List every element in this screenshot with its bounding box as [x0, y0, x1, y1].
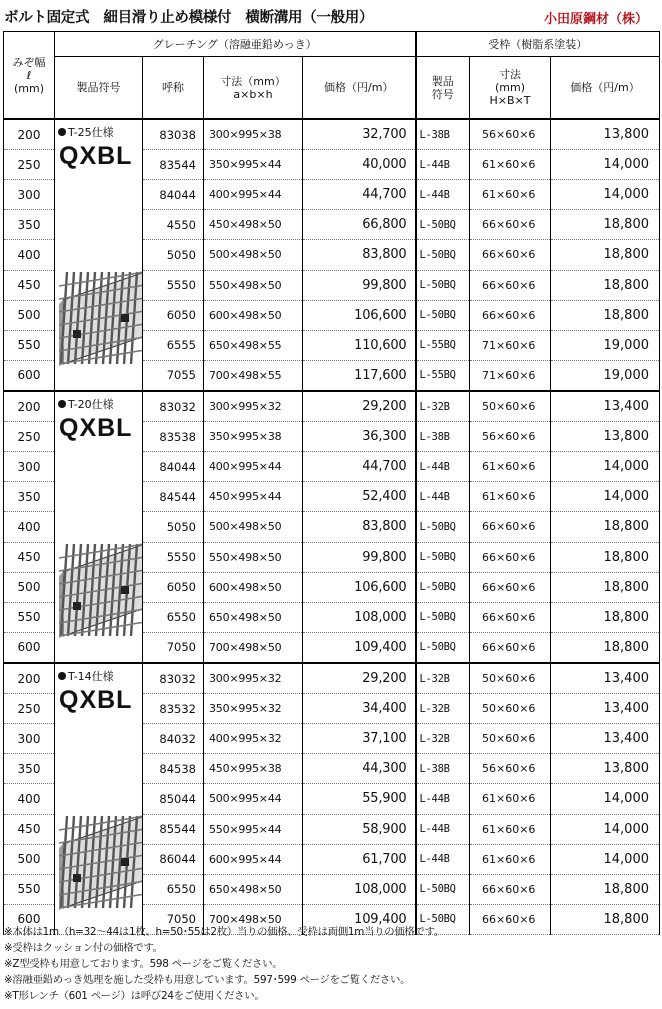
frame-code: L-50BQ [416, 240, 470, 270]
nominal-name: 6555 [143, 330, 204, 360]
price-table [3, 31, 660, 935]
spec-text: T-20仕様 [68, 398, 114, 411]
nominal-name: 4550 [143, 210, 204, 240]
footnote: ※本体は1m（h=32～44は1枚、h=50･55は2枚）当りの価格、受枠は両側1m当りの価格です。 [4, 926, 444, 938]
groove-width: 550 [4, 874, 55, 904]
frame-price: 13,400 [551, 694, 660, 724]
bullet-icon [58, 672, 66, 680]
frame-dimensions: 71×60×6 [470, 330, 551, 360]
dimensions: 450×995×44 [204, 482, 303, 512]
grating-price: 117,600 [303, 360, 416, 391]
frame-code: L-50BQ [416, 904, 470, 934]
frame-price: 13,800 [551, 754, 660, 784]
table-row [4, 119, 660, 150]
frame-dimensions: 56×60×6 [470, 754, 551, 784]
nominal-name: 5550 [143, 542, 204, 572]
frame-dimensions: 66×60×6 [470, 602, 551, 632]
frame-dimensions: 61×60×6 [470, 784, 551, 814]
frame-code: L-50BQ [416, 632, 470, 663]
dimensions: 500×995×44 [204, 784, 303, 814]
grating-price: 83,800 [303, 240, 416, 270]
frame-dimensions: 50×60×6 [470, 391, 551, 422]
grating-price: 58,900 [303, 814, 416, 844]
grating-price: 37,100 [303, 724, 416, 754]
groove-width: 550 [4, 330, 55, 360]
frame-dimensions: 66×60×6 [470, 542, 551, 572]
header-product-code: 製品符号 [55, 57, 143, 120]
frame-dimensions: 61×60×6 [470, 150, 551, 180]
dimensions: 350×995×32 [204, 694, 303, 724]
dimensions: 400×995×44 [204, 452, 303, 482]
frame-price: 13,800 [551, 422, 660, 452]
frame-price: 13,400 [551, 663, 660, 694]
groove-width: 400 [4, 512, 55, 542]
frame-code: L-32B [416, 391, 470, 422]
grating-price: 52,400 [303, 482, 416, 512]
groove-width: 250 [4, 150, 55, 180]
frame-price: 18,800 [551, 874, 660, 904]
frame-dimensions: 66×60×6 [470, 512, 551, 542]
spec-label [58, 396, 114, 412]
groove-width: 200 [4, 391, 55, 422]
dimensions: 550×995×44 [204, 814, 303, 844]
grating-image [59, 270, 143, 366]
header-name: 呼称 [143, 57, 204, 120]
spec-label [58, 668, 114, 684]
header-frame-dim: 寸法 (mm) H×B×T [470, 57, 551, 120]
nominal-name: 7050 [143, 904, 204, 934]
nominal-name: 7055 [143, 360, 204, 391]
header-frame-code: 製品 符号 [416, 57, 470, 120]
grating-price: 36,300 [303, 422, 416, 452]
grating-price: 109,400 [303, 904, 416, 934]
company-name: 小田原鋼材（株） [543, 12, 648, 27]
dimensions: 700×498×50 [204, 632, 303, 663]
bullet-icon [58, 128, 66, 136]
dimensions: 650×498×50 [204, 602, 303, 632]
grating-price: 61,700 [303, 844, 416, 874]
groove-width: 350 [4, 482, 55, 512]
frame-code: L-38B [416, 422, 470, 452]
grating-price: 109,400 [303, 632, 416, 663]
nominal-name: 84032 [143, 724, 204, 754]
spec-text: T-25仕様 [68, 126, 114, 139]
page-title: ボルト固定式 細目滑り止め模様付 横断溝用（一般用） [4, 10, 374, 26]
grating-price: 40,000 [303, 150, 416, 180]
groove-width: 400 [4, 240, 55, 270]
groove-width: 250 [4, 422, 55, 452]
frame-dimensions: 66×60×6 [470, 270, 551, 300]
frame-price: 14,000 [551, 180, 660, 210]
nominal-name: 83032 [143, 663, 204, 694]
groove-width: 200 [4, 663, 55, 694]
dimensions: 350×995×44 [204, 150, 303, 180]
frame-price: 13,800 [551, 119, 660, 150]
footnote: ※Z型受枠も用意しております。598 ページをご覧ください。 [4, 958, 283, 970]
nominal-name: 84044 [143, 452, 204, 482]
frame-dimensions: 66×60×6 [470, 632, 551, 663]
bullet-icon [58, 400, 66, 408]
frame-dimensions: 50×60×6 [470, 694, 551, 724]
nominal-name: 83544 [143, 150, 204, 180]
frame-code: L-44B [416, 784, 470, 814]
dimensions: 450×498×50 [204, 210, 303, 240]
dimensions: 350×995×38 [204, 422, 303, 452]
nominal-name: 83038 [143, 119, 204, 150]
grating-image [59, 814, 143, 910]
frame-code: L-44B [416, 452, 470, 482]
header-price: 価格（円/m） [303, 57, 416, 120]
frame-dimensions: 50×60×6 [470, 663, 551, 694]
frame-code: L-50BQ [416, 210, 470, 240]
product-code: QXBL [59, 414, 133, 442]
dimensions: 600×995×44 [204, 844, 303, 874]
table-row [4, 391, 660, 422]
dimensions: 700×498×50 [204, 904, 303, 934]
frame-price: 18,800 [551, 602, 660, 632]
nominal-name: 85044 [143, 784, 204, 814]
nominal-name: 6550 [143, 874, 204, 904]
dimensions: 450×995×38 [204, 754, 303, 784]
frame-dimensions: 56×60×6 [470, 119, 551, 150]
frame-code: L-50BQ [416, 512, 470, 542]
grating-price: 55,900 [303, 784, 416, 814]
frame-dimensions: 66×60×6 [470, 240, 551, 270]
product-code: QXBL [59, 686, 133, 714]
grating-price: 106,600 [303, 572, 416, 602]
nominal-name: 5050 [143, 240, 204, 270]
frame-price: 13,400 [551, 724, 660, 754]
nominal-name: 7050 [143, 632, 204, 663]
groove-width: 200 [4, 119, 55, 150]
groove-width: 400 [4, 784, 55, 814]
dimensions: 300×995×32 [204, 663, 303, 694]
groove-width: 300 [4, 724, 55, 754]
groove-width: 250 [4, 694, 55, 724]
nominal-name: 5050 [143, 512, 204, 542]
frame-dimensions: 61×60×6 [470, 180, 551, 210]
footnotes [4, 924, 658, 1004]
dimensions: 550×498×50 [204, 542, 303, 572]
grating-price: 44,700 [303, 180, 416, 210]
frame-price: 14,000 [551, 482, 660, 512]
frame-code: L-50BQ [416, 874, 470, 904]
grating-price: 66,800 [303, 210, 416, 240]
nominal-name: 83538 [143, 422, 204, 452]
grating-price: 99,800 [303, 270, 416, 300]
grating-price: 108,000 [303, 874, 416, 904]
frame-code: L-44B [416, 482, 470, 512]
frame-price: 18,800 [551, 270, 660, 300]
frame-code: L-38B [416, 754, 470, 784]
header-dim: 寸法（mm） a×b×h [204, 57, 303, 120]
frame-price: 18,800 [551, 240, 660, 270]
groove-width: 350 [4, 210, 55, 240]
dimensions: 500×498×50 [204, 240, 303, 270]
groove-width: 500 [4, 300, 55, 330]
dimensions: 550×498×50 [204, 270, 303, 300]
frame-dimensions: 61×60×6 [470, 452, 551, 482]
groove-width: 300 [4, 180, 55, 210]
header-frame: 受枠（樹脂系塗装） [416, 32, 660, 57]
grating-image [59, 542, 143, 638]
frame-price: 14,000 [551, 150, 660, 180]
frame-dimensions: 66×60×6 [470, 300, 551, 330]
frame-price: 14,000 [551, 784, 660, 814]
frame-price: 14,000 [551, 844, 660, 874]
product-code: QXBL [59, 142, 133, 170]
groove-width: 500 [4, 844, 55, 874]
nominal-name: 83032 [143, 391, 204, 422]
nominal-name: 84538 [143, 754, 204, 784]
frame-price: 18,800 [551, 300, 660, 330]
frame-code: L-32B [416, 724, 470, 754]
header-frame-price: 価格（円/m） [551, 57, 660, 120]
spec-text: T-14仕様 [68, 670, 114, 683]
frame-price: 18,800 [551, 572, 660, 602]
frame-price: 19,000 [551, 330, 660, 360]
frame-price: 18,800 [551, 512, 660, 542]
dimensions: 600×498×50 [204, 572, 303, 602]
groove-width: 600 [4, 360, 55, 391]
frame-code: L-32B [416, 694, 470, 724]
dimensions: 400×995×44 [204, 180, 303, 210]
frame-code: L-50BQ [416, 572, 470, 602]
frame-price: 19,000 [551, 360, 660, 391]
grating-price: 32,700 [303, 119, 416, 150]
frame-dimensions: 61×60×6 [470, 482, 551, 512]
product-cell [55, 391, 143, 663]
table-row [4, 663, 660, 694]
nominal-name: 6550 [143, 602, 204, 632]
groove-width: 450 [4, 814, 55, 844]
dimensions: 700×498×55 [204, 360, 303, 391]
groove-width: 450 [4, 542, 55, 572]
frame-code: L-32B [416, 663, 470, 694]
frame-dimensions: 56×60×6 [470, 422, 551, 452]
grating-price: 83,800 [303, 512, 416, 542]
dimensions: 300×995×32 [204, 391, 303, 422]
frame-dimensions: 71×60×6 [470, 360, 551, 391]
frame-dimensions: 61×60×6 [470, 814, 551, 844]
frame-code: L-55BQ [416, 360, 470, 391]
dimensions: 650×498×50 [204, 874, 303, 904]
header-width: みぞ幅 ℓ (mm) [4, 32, 55, 120]
nominal-name: 6050 [143, 572, 204, 602]
footnote: ※T形レンチ（601 ページ）は呼び24をご使用ください。 [4, 990, 265, 1002]
product-cell [55, 119, 143, 391]
frame-price: 14,000 [551, 814, 660, 844]
frame-code: L-50BQ [416, 542, 470, 572]
frame-price: 18,800 [551, 210, 660, 240]
spec-label [58, 124, 114, 140]
frame-price: 18,800 [551, 904, 660, 934]
grating-price: 99,800 [303, 542, 416, 572]
groove-width: 300 [4, 452, 55, 482]
grating-price: 108,000 [303, 602, 416, 632]
grating-price: 106,600 [303, 300, 416, 330]
footnote: ※受枠はクッション付の価格です。 [4, 942, 163, 954]
frame-code: L-44B [416, 180, 470, 210]
frame-dimensions: 66×60×6 [470, 572, 551, 602]
header-grating: グレーチング（溶融亜鉛めっき） [55, 32, 416, 57]
nominal-name: 84544 [143, 482, 204, 512]
frame-price: 13,400 [551, 391, 660, 422]
dimensions: 300×995×38 [204, 119, 303, 150]
frame-dimensions: 61×60×6 [470, 844, 551, 874]
frame-price: 18,800 [551, 632, 660, 663]
dimensions: 400×995×32 [204, 724, 303, 754]
frame-code: L-44B [416, 150, 470, 180]
grating-price: 110,600 [303, 330, 416, 360]
grating-price: 44,300 [303, 754, 416, 784]
price-table-body [4, 119, 660, 935]
groove-width: 450 [4, 270, 55, 300]
frame-dimensions: 66×60×6 [470, 874, 551, 904]
nominal-name: 86044 [143, 844, 204, 874]
dimensions: 600×498×50 [204, 300, 303, 330]
grating-price: 29,200 [303, 391, 416, 422]
frame-price: 14,000 [551, 452, 660, 482]
page-header [4, 4, 658, 28]
nominal-name: 83532 [143, 694, 204, 724]
grating-price: 44,700 [303, 452, 416, 482]
nominal-name: 6050 [143, 300, 204, 330]
nominal-name: 85544 [143, 814, 204, 844]
frame-price: 18,800 [551, 542, 660, 572]
groove-width: 350 [4, 754, 55, 784]
frame-code: L-38B [416, 119, 470, 150]
grating-price: 34,400 [303, 694, 416, 724]
frame-dimensions: 66×60×6 [470, 210, 551, 240]
frame-code: L-44B [416, 844, 470, 874]
nominal-name: 84044 [143, 180, 204, 210]
groove-width: 600 [4, 632, 55, 663]
frame-code: L-50BQ [416, 270, 470, 300]
dimensions: 650×498×55 [204, 330, 303, 360]
frame-code: L-44B [416, 814, 470, 844]
product-cell [55, 663, 143, 935]
groove-width: 500 [4, 572, 55, 602]
frame-code: L-55BQ [416, 330, 470, 360]
groove-width: 600 [4, 904, 55, 934]
grating-price: 29,200 [303, 663, 416, 694]
frame-dimensions: 66×60×6 [470, 904, 551, 934]
dimensions: 500×498×50 [204, 512, 303, 542]
frame-code: L-50BQ [416, 602, 470, 632]
groove-width: 550 [4, 602, 55, 632]
footnote: ※溶融亜鉛めっき処理を施した受枠も用意しています。597･599 ページをご覧ください。 [4, 974, 411, 986]
nominal-name: 5550 [143, 270, 204, 300]
frame-dimensions: 50×60×6 [470, 724, 551, 754]
frame-code: L-50BQ [416, 300, 470, 330]
